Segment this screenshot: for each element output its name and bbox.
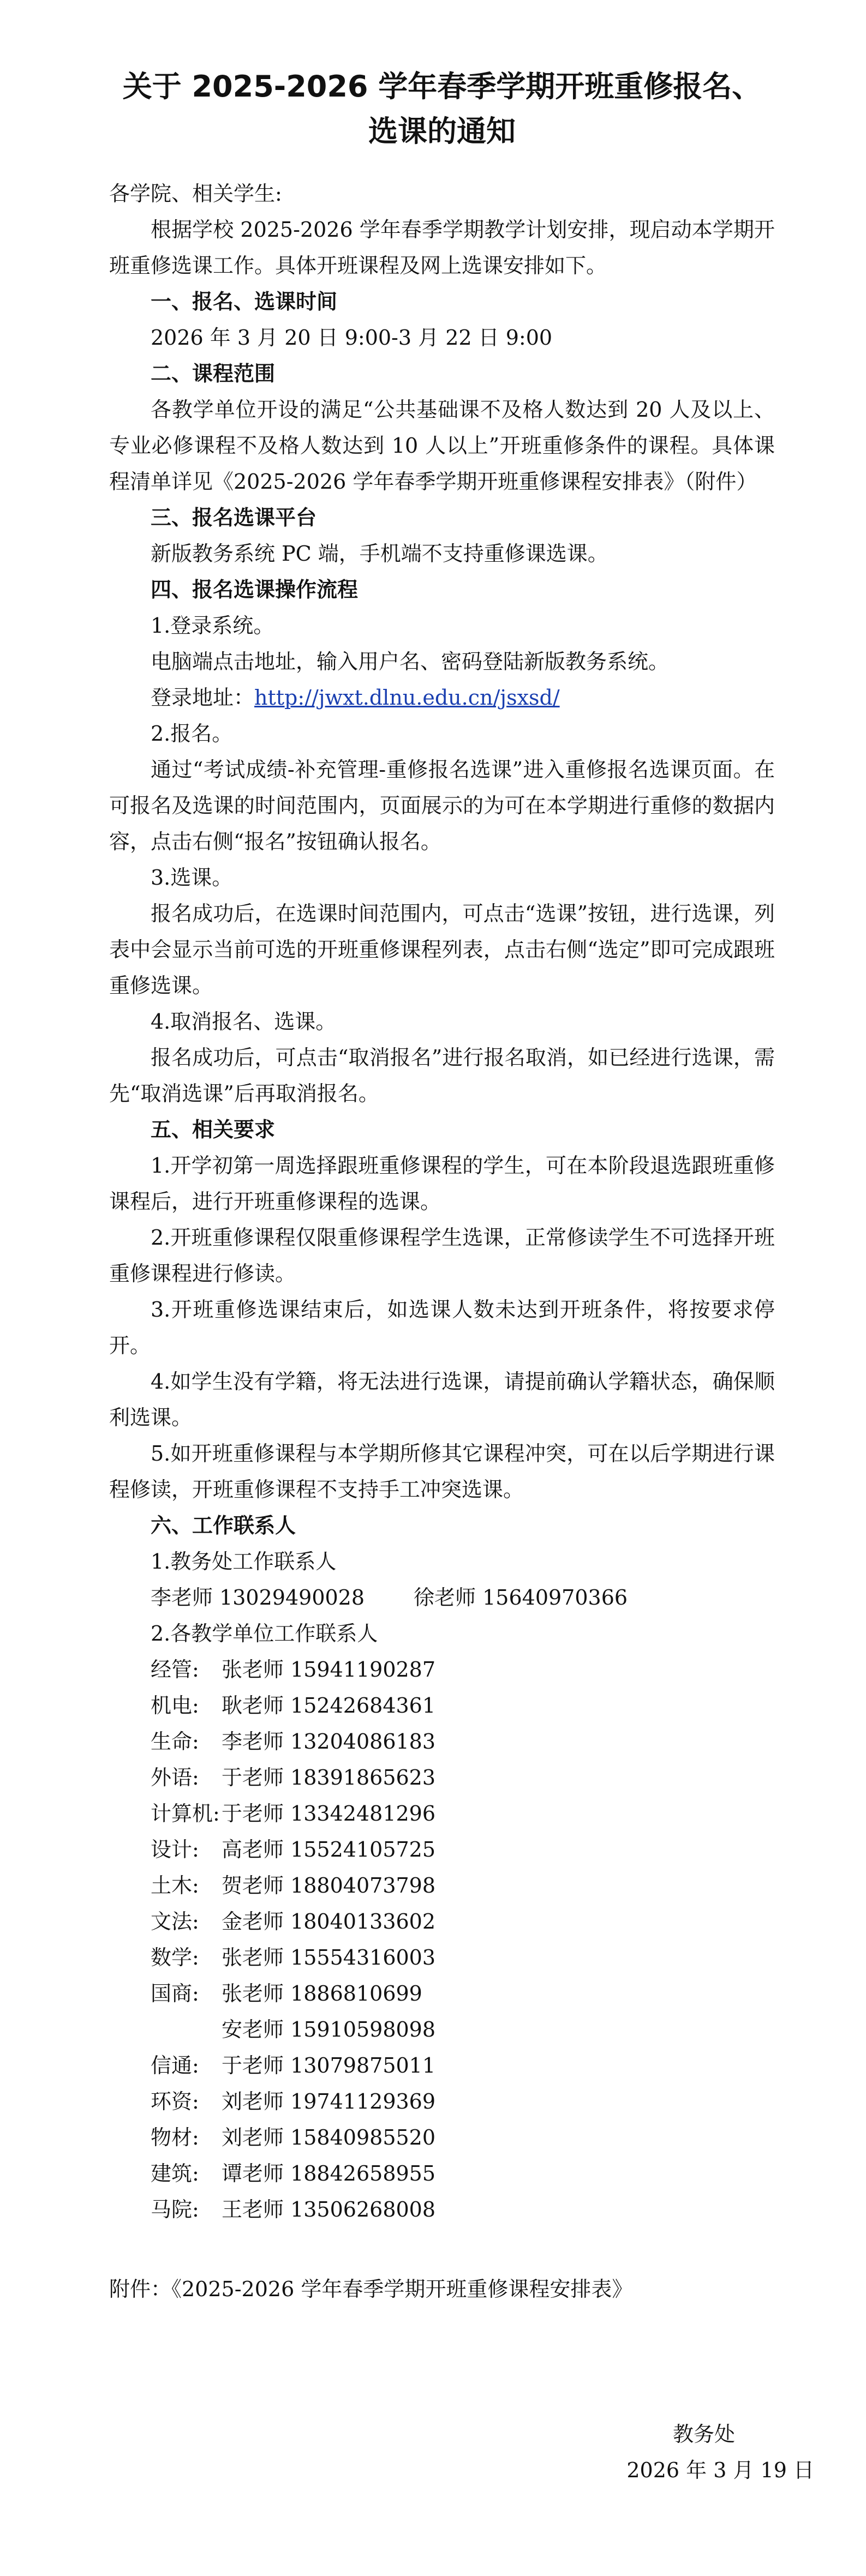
title-line-1: 关于 2025-2026 学年春季学期开班重修报名、 [122, 69, 762, 104]
signature-org: 教务处 [672, 2422, 735, 2446]
attachment-line: 附件：《2025-2026 学年春季学期开班重修课程安排表》 [109, 2277, 633, 2301]
contact-person: 金老师 18040133602 [222, 1910, 436, 1933]
requirement-item: 3.开班重修选课结束后，如选课人数未达到开班条件，将按要求停开。 [109, 1298, 775, 1358]
contact-unit: 数学: [151, 1945, 199, 1969]
section-4-heading: 四、报名选课操作流程 [151, 578, 359, 602]
contact-person: 耿老师 15242684361 [222, 1694, 436, 1718]
contact-unit: 生命: [151, 1730, 199, 1754]
contact-unit [151, 2011, 222, 2047]
contact-row [109, 1724, 816, 1760]
step-1-title: 1.登录系统。 [151, 614, 274, 638]
section-5-heading: 五、相关要求 [151, 1118, 276, 1142]
contact-row [109, 1868, 816, 1904]
contact-person: 贺老师 18804073798 [222, 1874, 436, 1898]
contact-row [109, 2047, 816, 2083]
contact-unit: 计算机: [151, 1802, 220, 1826]
section-2-text: 各教学单位开设的满足“公共基础课不及格人数达到 20 人及以上、专业必修课程不及格人数达到 10 人以上”开班重修条件的课程。具体课程清单详见《2025-2026 学年春季学期开班重修课程安排表》（附件） [109, 398, 775, 494]
section-3-text: 新版教务系统 PC 端，手机端不支持重修课选课。 [151, 542, 608, 566]
intro-paragraph: 根据学校 2025-2026 学年春季学期教学计划安排，现启动本学期开班重修选课工作。具体开班课程及网上选课安排如下。 [109, 218, 775, 278]
contact-row [109, 1975, 816, 2011]
section-3-heading: 三、报名选课平台 [151, 506, 317, 530]
office-contacts-line [109, 1580, 816, 1616]
requirement-item: 1.开学初第一周选择跟班重修课程的学生，可在本阶段退选跟班重修课程后，进行开班重修课程的选课。 [109, 1154, 775, 1214]
contact-row [109, 1760, 816, 1796]
step-2-title: 2.报名。 [151, 722, 233, 746]
contact-unit: 土木: [151, 1874, 199, 1898]
contact-unit: 信通: [151, 2053, 199, 2077]
contact-unit: 物材: [151, 2125, 199, 2149]
contact-row [109, 1652, 816, 1688]
contact-person: 谭老师 18842658955 [222, 2161, 436, 2185]
step-3-text: 报名成功后，在选课时间范围内，可点击“选课”按钮，进行选课，列表中会显示当前可选的开班重修课程列表，点击右侧“选定”即可完成跟班重修选课。 [109, 902, 775, 998]
contact-unit: 环资: [151, 2089, 199, 2113]
step-2-text: 通过“考试成绩-补充管理-重修报名选课”进入重修报名选课页面。在可报名及选课的时间范围内，页面展示的为可在本学期进行重修的数据内容，点击右侧“报名”按钮确认报名。 [109, 758, 775, 854]
contact-row [109, 1832, 816, 1868]
contact-person: 李老师 13204086183 [222, 1730, 436, 1754]
requirement-item: 5.如开班重修课程与本学期所修其它课程冲突，可在以后学期进行课程修读，开班重修课程不支持手工冲突选课。 [109, 1442, 775, 1502]
contact-row [109, 2119, 816, 2155]
step-4-text: 报名成功后，可点击“取消报名”进行报名取消，如已经进行选课，需先“取消选课”后再取消报名。 [109, 1046, 775, 1106]
contact-unit: 外语: [151, 1766, 199, 1790]
contact-row [109, 2083, 816, 2119]
login-address-line [109, 680, 816, 716]
contact-unit: 机电: [151, 1694, 199, 1718]
document-title [109, 64, 775, 154]
signature-date: 2026 年 3 月 19 日 [626, 2458, 814, 2482]
contact-row [109, 1939, 816, 1975]
contact-person: 王老师 13506268008 [222, 2197, 436, 2221]
contact-person: 张老师 1886810699 [222, 1981, 422, 2005]
contact-person: 安老师 15910598098 [222, 2017, 436, 2041]
unit-contacts-list [109, 1652, 817, 2227]
contact-unit: 马院: [151, 2197, 199, 2221]
contact-person: 于老师 18391865623 [222, 1766, 436, 1790]
contact-person: 于老师 13342481296 [222, 1802, 436, 1826]
step-4-title: 4.取消报名、选课。 [151, 1010, 337, 1034]
requirement-item: 2.开班重修课程仅限重修课程学生选课，正常修读学生不可选择开班重修课程进行修读。 [109, 1226, 775, 1286]
office-contact: 徐老师 15640970366 [414, 1586, 628, 1610]
contact-row [109, 2191, 816, 2227]
contact-person: 张老师 15941190287 [222, 1658, 436, 1682]
contact-row [109, 1796, 816, 1832]
login-label: 登录地址： [151, 686, 255, 710]
contact-unit: 经管: [151, 1658, 199, 1682]
step-3-title: 3.选课。 [151, 866, 233, 890]
login-url-link[interactable]: http://jwxt.dlnu.edu.cn/jsxsd/ [254, 686, 560, 710]
contact-unit: 建筑: [151, 2161, 199, 2185]
section-6-heading: 六、工作联系人 [151, 1514, 296, 1538]
contact-row [109, 1904, 816, 1939]
contact-unit: 文法: [151, 1910, 199, 1933]
contact-person: 于老师 13079875011 [222, 2053, 436, 2077]
contact-person: 刘老师 19741129369 [222, 2089, 436, 2113]
contact-unit: 国商: [151, 1981, 199, 2005]
office-contacts-title: 1.教务处工作联系人 [151, 1550, 337, 1574]
contact-person: 刘老师 15840985520 [222, 2125, 436, 2149]
section-1-heading: 一、报名、选课时间 [151, 290, 338, 314]
contact-person: 张老师 15554316003 [222, 1945, 436, 1969]
contact-unit: 设计: [151, 1838, 199, 1862]
section-2-heading: 二、课程范围 [151, 362, 276, 386]
office-contact: 李老师 13029490028 [151, 1586, 365, 1610]
title-line-2: 选课的通知 [368, 114, 516, 148]
step-1-text: 电脑端点击地址，输入用户名、密码登陆新版教务系统。 [151, 650, 670, 674]
salutation: 各学院、相关学生: [109, 182, 282, 206]
contact-row [109, 1688, 816, 1724]
contact-row [109, 2155, 816, 2191]
unit-contacts-title: 2.各教学单位工作联系人 [151, 1622, 378, 1646]
section-1-text: 2026 年 3 月 20 日 9:00-3 月 22 日 9:00 [151, 326, 553, 350]
requirement-item: 4.如学生没有学籍，将无法进行选课，请提前确认学籍状态，确保顺利选课。 [109, 1370, 775, 1430]
contact-person: 高老师 15524105725 [222, 1838, 436, 1862]
contact-row [109, 2011, 816, 2047]
